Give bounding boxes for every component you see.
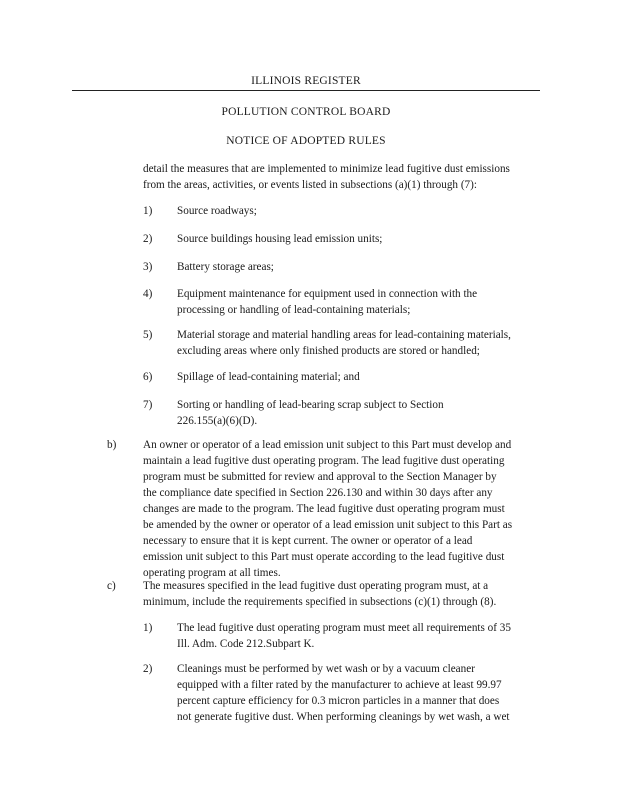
list-item-label: 5) xyxy=(143,329,153,341)
text-line: 226.155(a)(6)(D). xyxy=(177,415,258,427)
text-line: emission unit subject to this Part must operate according to the lead fugitive dust xyxy=(143,551,505,563)
text-line: Battery storage areas; xyxy=(177,261,274,273)
list-item xyxy=(177,369,360,385)
text-line: from the areas, activities, or events listed in subsections (a)(1) through (7): xyxy=(143,179,477,191)
text-line: Source buildings housing lead emission units; xyxy=(177,233,383,245)
text-line: be amended by the owner or operator of a lead emission unit subject to this Part as xyxy=(143,519,513,531)
text-line: program must be submitted for review and approval to the Section Manager by xyxy=(143,471,497,483)
text-line: the compliance date specified in Section 226.130 and within 30 days after any xyxy=(143,487,493,499)
section-label: b) xyxy=(107,439,117,451)
text-line: Spillage of lead-containing material; and xyxy=(177,371,360,383)
section-b-paragraph xyxy=(143,437,512,581)
text-line: Sorting or handling of lead-bearing scrap subject to Section xyxy=(177,399,444,411)
list-item xyxy=(177,259,274,275)
text-line: detail the measures that are implemented to minimize lead fugitive dust emissions xyxy=(143,163,510,175)
text-line: processing or handling of lead-containing materials; xyxy=(177,304,411,316)
text-line: Ill. Adm. Code 212.Subpart K. xyxy=(177,638,315,650)
list-item-label: 3) xyxy=(143,261,153,273)
text-line: minimum, include the requirements specified in subsections (c)(1) through (8). xyxy=(143,596,497,608)
section-c-paragraph xyxy=(143,578,496,610)
header-rule xyxy=(72,90,540,91)
text-line: percent capture efficiency for 0.3 micron particles in a manner that does xyxy=(177,695,500,707)
text-line: The measures specified in the lead fugitive dust operating program must, at a xyxy=(143,580,489,592)
text-line: Cleanings must be performed by wet wash or by a vacuum cleaner xyxy=(177,663,475,675)
notice-title: NOTICE OF ADOPTED RULES xyxy=(226,135,386,147)
list-item-label: 2) xyxy=(143,663,153,675)
list-item-label: 6) xyxy=(143,371,153,383)
text-line: The lead fugitive dust operating program must meet all requirements of 35 xyxy=(177,622,511,634)
list-item-label: 1) xyxy=(143,205,153,217)
text-line: necessary to ensure that it is kept current. The owner or operator of a lead xyxy=(143,535,473,547)
text-line: Equipment maintenance for equipment used in connection with the xyxy=(177,288,478,300)
list-item xyxy=(177,231,382,247)
text-line: Material storage and material handling areas for lead-containing materials, xyxy=(177,329,511,341)
board-title: POLLUTION CONTROL BOARD xyxy=(221,106,391,118)
text-line: An owner or operator of a lead emission unit subject to this Part must develop and xyxy=(143,439,512,451)
text-line: maintain a lead fugitive dust operating program. The lead fugitive dust operating xyxy=(143,455,505,467)
list-item xyxy=(177,397,444,429)
list-item xyxy=(177,203,257,219)
list-item-label: 4) xyxy=(143,288,153,300)
list-item-label: 2) xyxy=(143,233,153,245)
text-line: changes are made to the program. The lead fugitive dust operating program must xyxy=(143,503,505,515)
register-title: ILLINOIS REGISTER xyxy=(251,75,361,87)
text-line: operating program at all times. xyxy=(143,567,281,579)
section-label: c) xyxy=(107,580,116,592)
list-item xyxy=(177,661,510,725)
list-item xyxy=(177,620,511,652)
text-line: equipped with a filter rated by the manufacturer to achieve at least 99.97 xyxy=(177,679,502,691)
list-item xyxy=(177,327,511,359)
list-item-label: 7) xyxy=(143,399,153,411)
intro-paragraph xyxy=(143,161,510,193)
list-item-label: 1) xyxy=(143,622,153,634)
text-line: excluding areas where only finished products are stored or handled; xyxy=(177,345,480,357)
text-line: Source roadways; xyxy=(177,205,257,217)
list-item xyxy=(177,286,477,318)
text-line: not generate fugitive dust. When performing cleanings by wet wash, a wet xyxy=(177,711,510,723)
